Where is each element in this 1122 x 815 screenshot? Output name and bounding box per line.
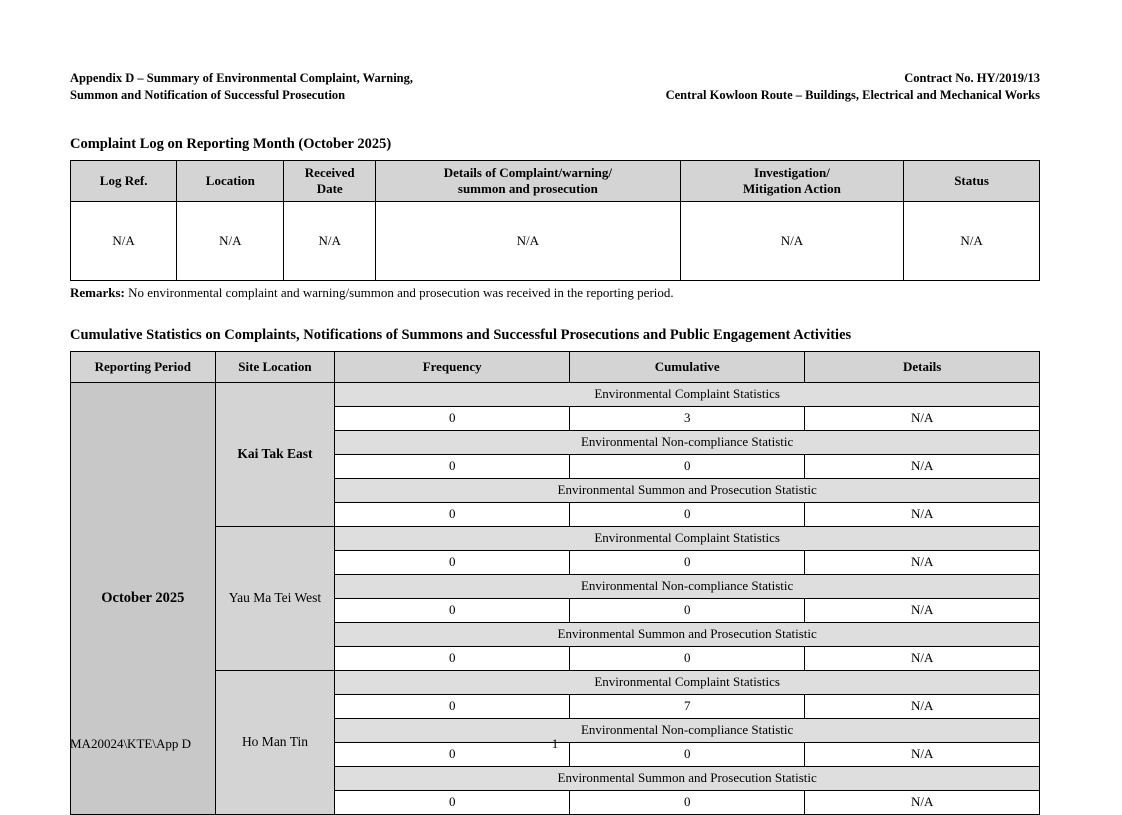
cell-reporting-period: October 2025 bbox=[71, 382, 216, 814]
cell-cumulative: 0 bbox=[570, 598, 805, 622]
cell-category: Environmental Summon and Prosecution Statistic bbox=[335, 478, 1040, 502]
cell-log-ref: N/A bbox=[71, 201, 177, 280]
col-header-frequency: Frequency bbox=[335, 351, 570, 382]
cell-frequency: 0 bbox=[335, 646, 570, 670]
cell-frequency: 0 bbox=[335, 454, 570, 478]
table-row bbox=[71, 670, 1040, 694]
cell-site-location: Ho Man Tin bbox=[215, 670, 335, 814]
remarks bbox=[70, 285, 1040, 301]
cell-site-location: Yau Ma Tei West bbox=[215, 526, 335, 670]
cell-frequency: 0 bbox=[335, 790, 570, 814]
cumulative-stats-title: Cumulative Statistics on Complaints, Notifications of Summons and Successful Prosecutions and Public Engagement Activities bbox=[70, 326, 852, 343]
cell-category: Environmental Non-compliance Statistic bbox=[335, 430, 1040, 454]
col-header-details: Details bbox=[805, 351, 1040, 382]
col-header-site-location: Site Location bbox=[215, 351, 335, 382]
header-right-line1: Contract No. HY/2019/13 bbox=[904, 71, 1040, 85]
col-header-investigation-line1: Investigation/ bbox=[754, 165, 830, 181]
col-header-reporting-period: Reporting Period bbox=[71, 351, 216, 382]
cell-cumulative: 0 bbox=[570, 502, 805, 526]
col-header-received-date bbox=[284, 160, 375, 201]
footer-page-number: 1 bbox=[551, 736, 559, 751]
cell-details: N/A bbox=[805, 454, 1040, 478]
cell-cumulative: 0 bbox=[570, 550, 805, 574]
cell-cumulative: 0 bbox=[570, 646, 805, 670]
cell-details: N/A bbox=[805, 598, 1040, 622]
col-header-log-ref-line1: Log Ref. bbox=[99, 172, 148, 188]
cell-received-date: N/A bbox=[284, 201, 375, 280]
cell-cumulative: 0 bbox=[570, 790, 805, 814]
cell-site-location: Kai Tak East bbox=[215, 382, 335, 526]
col-header-cumulative: Cumulative bbox=[570, 351, 805, 382]
col-header-location-line1: Location bbox=[205, 172, 255, 188]
complaint-log-title: Complaint Log on Reporting Month (October 2025) bbox=[70, 135, 392, 152]
cell-category: Environmental Non-compliance Statistic bbox=[335, 718, 1040, 742]
col-header-investigation-line2: Mitigation Action bbox=[743, 180, 841, 196]
cell-details: N/A bbox=[805, 550, 1040, 574]
col-header-details-line2: summon and prosecution bbox=[457, 180, 598, 196]
table-row bbox=[71, 526, 1040, 550]
col-header-received-date-line1: Received bbox=[304, 165, 355, 181]
cell-cumulative: 0 bbox=[570, 742, 805, 766]
header-left-line2: Summon and Notification of Successful Prosecution bbox=[70, 87, 346, 102]
cell-frequency: 0 bbox=[335, 502, 570, 526]
cell-category: Environmental Summon and Prosecution Statistic bbox=[335, 766, 1040, 790]
col-header-status bbox=[904, 160, 1040, 201]
col-header-investigation bbox=[680, 160, 903, 201]
cell-details: N/A bbox=[805, 406, 1040, 430]
cell-details: N/A bbox=[375, 201, 680, 280]
col-header-log-ref bbox=[71, 160, 177, 201]
cell-frequency: 0 bbox=[335, 694, 570, 718]
table-header-row bbox=[71, 351, 1040, 382]
cell-details: N/A bbox=[805, 742, 1040, 766]
cell-frequency: 0 bbox=[335, 406, 570, 430]
cell-details: N/A bbox=[805, 502, 1040, 526]
col-header-details bbox=[375, 160, 680, 201]
document-header bbox=[70, 70, 1040, 104]
col-header-location bbox=[177, 160, 284, 201]
cell-frequency: 0 bbox=[335, 550, 570, 574]
remarks-text: No environmental complaint and warning/summon and prosecution was received in the reporting period. bbox=[128, 284, 674, 300]
cell-cumulative: 3 bbox=[570, 406, 805, 430]
cell-cumulative: 0 bbox=[570, 454, 805, 478]
table-header-row bbox=[71, 160, 1040, 201]
table-row bbox=[71, 382, 1040, 406]
cell-frequency: 0 bbox=[335, 742, 570, 766]
table-row bbox=[71, 201, 1040, 280]
header-left bbox=[70, 70, 413, 104]
cell-details: N/A bbox=[805, 790, 1040, 814]
header-left-line1: Appendix D – Summary of Environmental Complaint, Warning, bbox=[70, 71, 413, 85]
cell-category: Environmental Complaint Statistics bbox=[335, 526, 1040, 550]
cell-category: Environmental Complaint Statistics bbox=[335, 382, 1040, 406]
cell-status: N/A bbox=[904, 201, 1040, 280]
col-header-status-line1: Status bbox=[954, 172, 989, 188]
cell-frequency: 0 bbox=[335, 598, 570, 622]
footer-file-ref: MA20024\KTE\App D bbox=[70, 736, 191, 751]
cell-investigation: N/A bbox=[680, 201, 903, 280]
cell-category: Environmental Complaint Statistics bbox=[335, 670, 1040, 694]
cell-cumulative: 7 bbox=[570, 694, 805, 718]
cell-category: Environmental Summon and Prosecution Statistic bbox=[335, 622, 1040, 646]
header-right bbox=[666, 70, 1040, 104]
complaint-log-table bbox=[70, 160, 1040, 281]
cell-location: N/A bbox=[177, 201, 284, 280]
cell-details: N/A bbox=[805, 694, 1040, 718]
cell-category: Environmental Non-compliance Statistic bbox=[335, 574, 1040, 598]
col-header-received-date-line2: Date bbox=[316, 180, 343, 196]
page-content bbox=[70, 70, 1040, 815]
remarks-label: Remarks: bbox=[70, 284, 125, 300]
cell-details: N/A bbox=[805, 646, 1040, 670]
col-header-details-line1: Details of Complaint/warning/ bbox=[443, 165, 612, 181]
header-right-line2: Central Kowloon Route – Buildings, Electrical and Mechanical Works bbox=[665, 87, 1040, 102]
